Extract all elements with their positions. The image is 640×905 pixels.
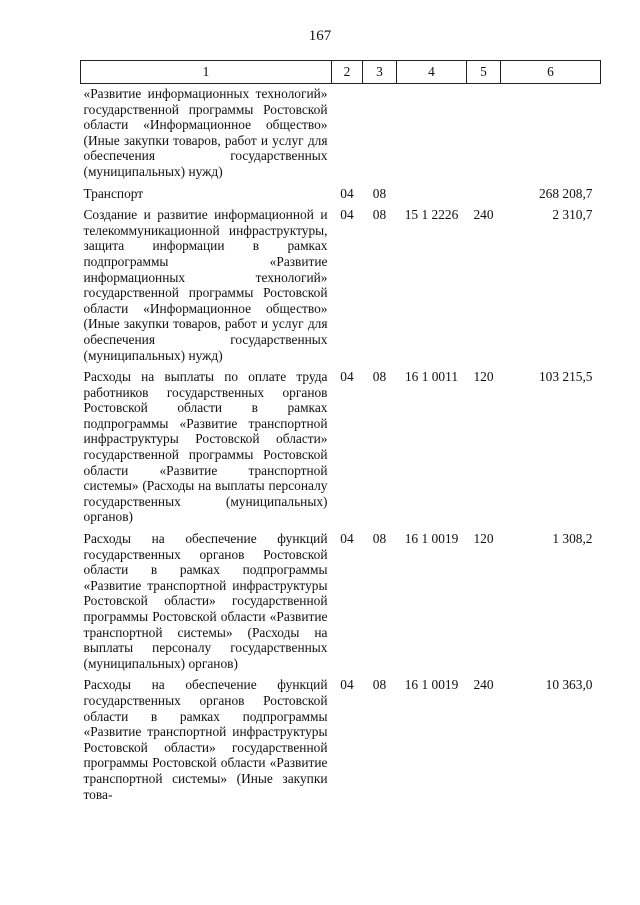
table-row [81, 207, 601, 369]
table-row [81, 369, 601, 531]
row-target-code [397, 84, 467, 186]
row-expense-type: 120 [473, 531, 494, 547]
row-description: «Развитие информационных технологий» государственной программы Ростовской области «Информационное общество» (Иные закупки товаров, работ и услуг для обеспечения государственных (муниципальных) нужд) [83, 86, 328, 179]
table-row [81, 531, 601, 677]
row-amount: 268 208,7 [538, 185, 593, 201]
row-section [332, 84, 363, 186]
row-expense-type [467, 186, 501, 208]
row-description: Транспорт [83, 185, 144, 201]
row-target-code: 16 1 0011 [404, 369, 459, 385]
row-amount: 1 308,2 [552, 531, 593, 547]
row-subsection: 08 [372, 677, 387, 693]
row-subsection: 08 [372, 531, 387, 547]
row-description: Расходы на обеспечение функций государственных органов Ростовской области в рамках подпрограммы «Развитие транспортной инфраструктуры Ростовской области» государственной программы Ростовской области «Развитие транспортной системы» (Расходы на выплаты персоналу государственных (муниципальных) органов) [83, 531, 328, 671]
row-expense-type [467, 84, 501, 186]
row-target-code: 15 1 2226 [404, 207, 459, 223]
row-section: 04 [340, 369, 354, 385]
column-header: 6 [501, 61, 601, 84]
row-expense-type: 240 [473, 677, 494, 693]
row-subsection [363, 84, 397, 186]
row-amount: 2 310,7 [552, 207, 593, 223]
budget-table [80, 60, 601, 808]
row-section: 04 [340, 185, 354, 201]
row-section: 04 [340, 207, 354, 223]
table-row [81, 84, 601, 186]
row-subsection: 08 [372, 369, 387, 385]
row-expense-type: 240 [473, 207, 494, 223]
row-target-code: 16 1 0019 [404, 531, 459, 547]
row-section: 04 [340, 531, 354, 547]
row-subsection: 08 [372, 207, 387, 223]
column-header: 1 [81, 61, 332, 84]
row-target-code [397, 186, 467, 208]
row-description: Расходы на выплаты по оплате труда работников государственных органов Ростовской области в рамках подпрограммы «Развитие транспортной инфраструктуры Ростовской области» государственной программы Ростовской области «Развитие транспортной системы» (Расходы на выплаты персоналу государственных (муниципальных) органов) [83, 369, 328, 525]
column-header: 2 [332, 61, 363, 84]
row-amount: 103 215,5 [538, 369, 593, 385]
row-description: Расходы на обеспечение функций государственных органов Ростовской области в рамках подпрограммы «Развитие транспортной инфраструктуры Ростовской области» государственной программы Ростовской области «Развитие транспортной системы» (Иные закупки това- [83, 677, 328, 802]
table-row [81, 677, 601, 808]
column-header: 3 [363, 61, 397, 84]
row-amount [501, 84, 601, 186]
row-subsection: 08 [372, 185, 387, 201]
row-amount: 10 363,0 [545, 677, 593, 693]
row-section: 04 [340, 677, 354, 693]
column-header: 5 [467, 61, 501, 84]
row-target-code: 16 1 0019 [404, 677, 459, 693]
column-header: 4 [397, 61, 467, 84]
row-expense-type: 120 [473, 369, 494, 385]
row-description: Создание и развитие информационной и телекоммуникационной инфраструктуры, защита информации в рамках подпрограммы «Развитие информационных технологий» государственной программы Ростовской области «Информационное общество» (Иные закупки товаров, работ и услуг для обеспечения государственных (муниципальных) нужд) [83, 207, 328, 363]
page-number: 167 [308, 28, 332, 44]
table-header-row [81, 61, 601, 84]
table-row [81, 186, 601, 208]
